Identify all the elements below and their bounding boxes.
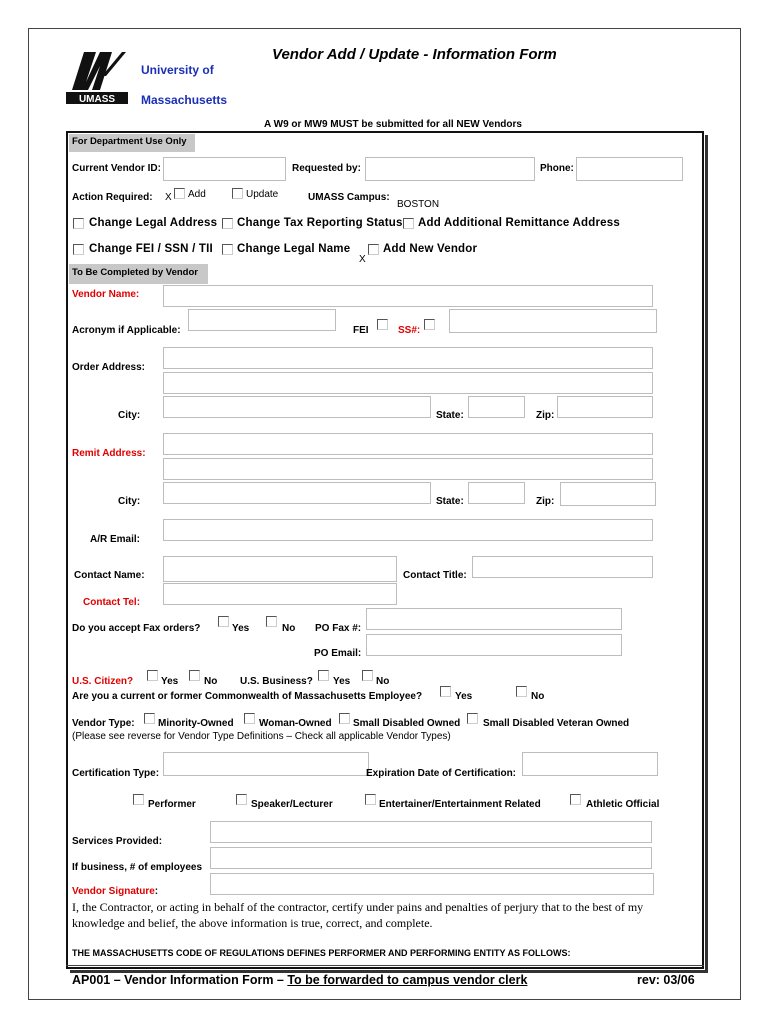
university-line-1: University of (141, 63, 214, 77)
revision-label: rev: 03/06 (637, 973, 695, 987)
us-citizen-label: U.S. Citizen? (72, 676, 134, 687)
contact-tel-input[interactable] (163, 583, 397, 605)
update-checkbox[interactable] (232, 188, 243, 199)
vendor-signature-input[interactable] (210, 873, 654, 895)
add-new-vendor-mark: X (359, 254, 366, 265)
order-city-label: City: (118, 410, 141, 421)
remit-state-input[interactable] (468, 482, 525, 504)
minority-owned-label: Minority-Owned (158, 718, 234, 729)
expiration-date-input[interactable] (522, 752, 658, 776)
athletic-official-checkbox[interactable] (570, 794, 581, 805)
add-checkbox[interactable] (174, 188, 185, 199)
fax-orders-yes-checkbox[interactable] (218, 616, 229, 627)
us-citizen-no-checkbox[interactable] (189, 670, 200, 681)
vendor-name-input[interactable] (163, 285, 653, 307)
athletic-official-label: Athletic Official (586, 799, 660, 810)
vendor-signature-text: Vendor Signature (72, 886, 155, 897)
order-state-input[interactable] (468, 396, 525, 418)
change-fei-checkbox[interactable] (73, 244, 84, 255)
change-tax-status-label: Change Tax Reporting Status (237, 217, 403, 229)
ar-email-input[interactable] (163, 519, 653, 541)
ss-label: SS#: (398, 325, 421, 336)
entertainer-label: Entertainer/Entertainment Related (379, 799, 541, 810)
remit-city-label: City: (118, 496, 141, 507)
order-state-label: State: (436, 410, 464, 421)
phone-label: Phone: (540, 163, 574, 174)
vendor-signature-label (72, 886, 158, 897)
us-business-no-label: No (376, 676, 390, 687)
contact-title-input[interactable] (472, 556, 653, 578)
employees-input[interactable] (210, 847, 652, 869)
order-zip-label: Zip: (536, 410, 555, 421)
us-business-yes-checkbox[interactable] (318, 670, 329, 681)
certification-statement: I, the Contractor, or acting in behalf of the contractor, certify under pains and penalties of perjury that to the best of my knowledge and belief, the above information is true, correct, and complete. (72, 900, 644, 930)
add-new-vendor-label: Add New Vendor (383, 243, 478, 255)
po-fax-label: PO Fax #: (315, 623, 362, 634)
umass-logo (66, 46, 128, 104)
order-address-line2-input[interactable] (163, 372, 653, 394)
contact-name-label: Contact Name: (74, 570, 145, 581)
footer-divider (66, 965, 704, 966)
entertainer-checkbox[interactable] (365, 794, 376, 805)
remit-address-label: Remit Address: (72, 448, 146, 459)
ar-email-label: A/R Email: (90, 534, 141, 545)
regulation-note: THE MASSACHUSETTS CODE OF REGULATIONS DEFINES PERFORMER AND PERFORMING ENTITY AS FOLLOWS: (72, 948, 571, 958)
po-fax-input[interactable] (366, 608, 622, 630)
fax-orders-yes-label: Yes (232, 623, 250, 634)
department-section-header: For Department Use Only (69, 134, 195, 152)
add-remittance-address-checkbox[interactable] (403, 218, 414, 229)
remit-address-line1-input[interactable] (163, 433, 653, 455)
form-footer (72, 973, 527, 987)
fei-label: FEI (353, 325, 369, 336)
acronym-input[interactable] (188, 309, 336, 331)
vendor-type-note: (Please see reverse for Vendor Type Definitions – Check all applicable Vendor Types) (72, 731, 451, 742)
form-code: AP001 – Vendor Information Form – (72, 973, 288, 987)
us-citizen-yes-checkbox[interactable] (147, 670, 158, 681)
vendor-section-header: To Be Completed by Vendor (69, 264, 208, 284)
po-email-label: PO Email: (314, 648, 362, 659)
fei-checkbox[interactable] (377, 319, 388, 330)
remit-zip-input[interactable] (560, 482, 656, 506)
contact-name-input[interactable] (163, 556, 397, 582)
forward-note: To be forwarded to campus vendor clerk (287, 973, 528, 987)
employees-label: If business, # of employees (72, 862, 203, 873)
signature-colon: : (154, 886, 159, 897)
remit-zip-label: Zip: (536, 496, 555, 507)
minority-owned-checkbox[interactable] (144, 713, 155, 724)
change-fei-label: Change FEI / SSN / TII (89, 243, 213, 255)
certification-type-input[interactable] (163, 752, 369, 776)
order-address-label: Order Address: (72, 362, 145, 373)
commonwealth-yes-label: Yes (455, 691, 473, 702)
requested-by-input[interactable] (365, 157, 535, 181)
commonwealth-yes-checkbox[interactable] (440, 686, 451, 697)
services-provided-input[interactable] (210, 821, 652, 843)
fei-ss-number-input[interactable] (449, 309, 657, 333)
woman-owned-label: Woman-Owned (259, 718, 332, 729)
speaker-lecturer-checkbox[interactable] (236, 794, 247, 805)
add-label: Add (188, 189, 206, 200)
form-title: Vendor Add / Update - Information Form (272, 46, 557, 63)
current-vendor-id-input[interactable] (163, 157, 286, 181)
small-disabled-owned-label: Small Disabled Owned (353, 718, 461, 729)
action-required-label: Action Required: (72, 192, 153, 203)
us-business-label: U.S. Business? (240, 676, 313, 687)
fax-orders-no-label: No (282, 623, 296, 634)
fax-orders-label: Do you accept Fax orders? (72, 623, 201, 634)
vendor-type-label: Vendor Type: (72, 718, 135, 729)
fax-orders-no-checkbox[interactable] (266, 616, 277, 627)
remit-city-input[interactable] (163, 482, 431, 504)
change-tax-status-checkbox[interactable] (222, 218, 233, 229)
contact-title-label: Contact Title: (403, 570, 467, 581)
small-disabled-owned-checkbox[interactable] (339, 713, 350, 724)
update-label: Update (246, 189, 279, 200)
requested-by-label: Requested by: (292, 163, 361, 174)
speaker-lecturer-label: Speaker/Lecturer (251, 799, 333, 810)
po-email-input[interactable] (366, 634, 622, 656)
remit-state-label: State: (436, 496, 464, 507)
change-legal-name-checkbox[interactable] (222, 244, 233, 255)
order-address-line1-input[interactable] (163, 347, 653, 369)
current-vendor-id-label: Current Vendor ID: (72, 163, 161, 174)
change-legal-address-checkbox[interactable] (73, 218, 84, 229)
logo-text: UMASS (78, 94, 116, 104)
add-remittance-address-label: Add Additional Remittance Address (418, 217, 620, 229)
umass-campus-label: UMASS Campus: (308, 192, 390, 203)
add-new-vendor-checkbox[interactable] (368, 244, 379, 255)
us-citizen-yes-label: Yes (161, 676, 179, 687)
change-legal-address-label: Change Legal Address (89, 217, 218, 229)
umass-campus-value: BOSTON (397, 199, 440, 210)
commonwealth-no-checkbox[interactable] (516, 686, 527, 697)
expiration-date-label: Expiration Date of Certification: (366, 768, 517, 779)
performer-label: Performer (148, 799, 196, 810)
order-city-input[interactable] (163, 396, 431, 418)
us-citizen-no-label: No (204, 676, 218, 687)
commonwealth-employee-label: Are you a current or former Commonwealth of Massachusetts Employee? (72, 691, 423, 702)
acronym-label: Acronym if Applicable: (72, 325, 181, 336)
woman-owned-checkbox[interactable] (244, 713, 255, 724)
w9-note: A W9 or MW9 MUST be submitted for all NEW Vendors (264, 119, 522, 130)
us-business-no-checkbox[interactable] (362, 670, 373, 681)
add-mark: X (165, 192, 172, 203)
services-provided-label: Services Provided: (72, 836, 163, 847)
small-disabled-veteran-label: Small Disabled Veteran Owned (483, 718, 630, 729)
vendor-name-label: Vendor Name: (72, 289, 140, 300)
change-legal-name-label: Change Legal Name (237, 243, 351, 255)
contact-tel-label: Contact Tel: (83, 597, 141, 608)
ss-checkbox[interactable] (424, 319, 435, 330)
certification-type-label: Certification Type: (72, 768, 160, 779)
university-line-2: Massachusetts (141, 93, 228, 107)
remit-address-line2-input[interactable] (163, 458, 653, 480)
order-zip-input[interactable] (557, 396, 653, 418)
commonwealth-no-label: No (531, 691, 545, 702)
small-disabled-veteran-checkbox[interactable] (467, 713, 478, 724)
phone-input[interactable] (576, 157, 683, 181)
us-business-yes-label: Yes (333, 676, 351, 687)
performer-checkbox[interactable] (133, 794, 144, 805)
